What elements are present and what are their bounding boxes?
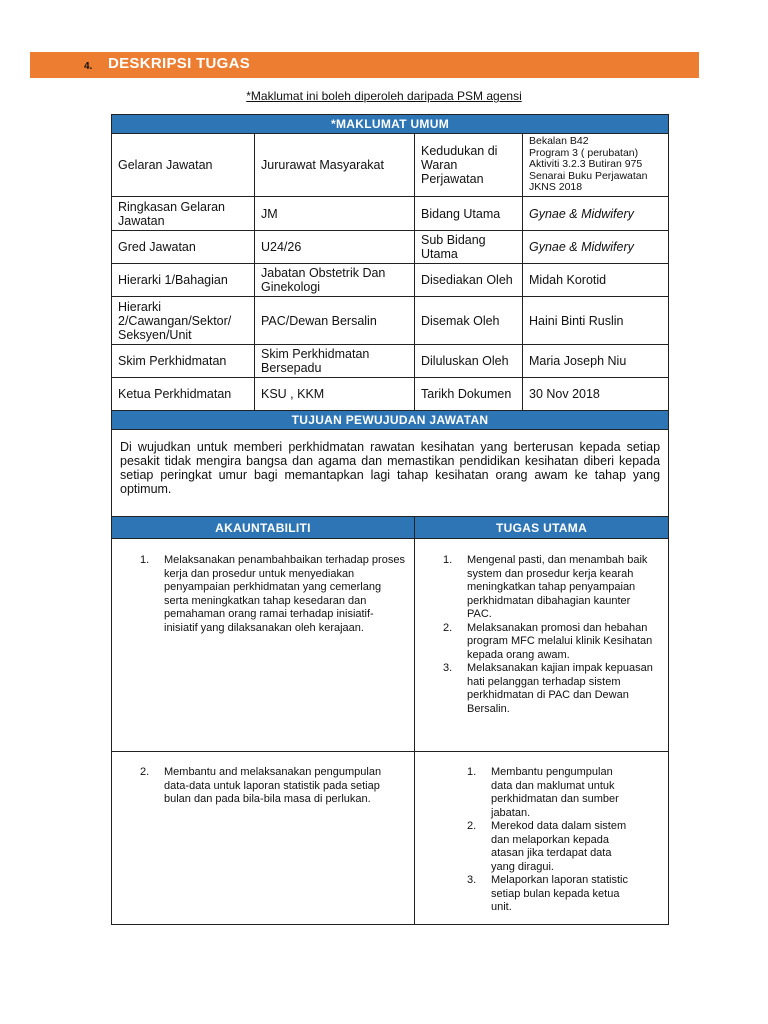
purpose-header: TUJUAN PEWUJUDAN JAWATAN	[112, 411, 669, 430]
warrant-line: Program 3 ( perubatan)	[529, 146, 639, 159]
info-source-note	[0, 89, 768, 103]
list-number: 2.	[443, 621, 453, 634]
list-number: 1.	[443, 554, 453, 566]
task-text: Melaporkan laporan statistic setiap bulan kepada ketua unit.	[491, 874, 628, 913]
label-cell: Kedudukan di Waran Perjawatan	[415, 134, 523, 197]
tasks-cell	[415, 539, 669, 752]
list-item	[443, 662, 658, 716]
table-row	[112, 134, 669, 197]
main-tasks-header: TUGAS UTAMA	[415, 517, 669, 539]
label-cell: Hierarki 2/Cawangan/Sektor/ Seksyen/Unit	[112, 297, 255, 345]
tasks-cell	[415, 752, 669, 925]
label-cell: Tarikh Dokumen	[415, 378, 523, 411]
warrant-line: Bekalan B42	[529, 135, 589, 148]
value-cell: 30 Nov 2018	[523, 378, 669, 411]
task-text: Melaksanakan kajian impak kepuasan hati pelanggan terhadap sistem perkhidmatan di PAC dan Dewan Bersalin.	[467, 662, 653, 715]
job-description-table	[111, 114, 669, 925]
note-text: *Maklumat ini boleh diperoleh daripada PSM agensi	[246, 89, 522, 103]
label-cell: Skim Perkhidmatan	[112, 345, 255, 378]
value-cell: Midah Korotid	[523, 264, 669, 297]
table-row	[112, 378, 669, 411]
warrant-line: Senarai Buku Perjawatan	[529, 169, 648, 182]
value-cell: Jururawat Masyarakat	[255, 134, 415, 197]
warrant-position-cell	[523, 134, 669, 197]
value-cell: JM	[255, 197, 415, 231]
section-title: DESKRIPSI TUGAS	[108, 55, 251, 72]
value-cell: Gynae & Midwifery	[523, 231, 669, 264]
value-cell: Haini Binti Ruslin	[523, 297, 669, 345]
duty-block-row	[112, 752, 669, 925]
value-cell: Maria Joseph Niu	[523, 345, 669, 378]
task-text: Membantu pengumpulan data dan maklumat untuk perkhidmatan dan sumber jabatan.	[491, 766, 619, 819]
list-item	[443, 622, 658, 663]
list-number: 2.	[140, 766, 150, 778]
list-number: 1.	[140, 554, 150, 566]
label-cell: Ringkasan Gelaran Jawatan	[112, 197, 255, 231]
label-cell: Ketua Perkhidmatan	[112, 378, 255, 411]
label-cell: Gred Jawatan	[112, 231, 255, 264]
list-number: 1.	[467, 766, 477, 778]
label-cell: Bidang Utama	[415, 197, 523, 231]
purpose-text: Di wujudkan untuk memberi perkhidmatan rawatan kesihatan yang berterusan kepada setiap pesakit tidak mengira bangsa dan agama dan memastikan pendidikan kesihatan diberi kepada setiap peringkat umur bagi memantapkan lagi tahap kesihatan orang awam ke tahap yang optimum.	[112, 430, 669, 517]
accountability-text: Melaksanakan penambahbaikan terhadap proses kerja dan prosedur untuk menyediakan penyampaian perkhidmatan yang cemerlang serta meningkatkan tahap kesedaran dan pemahaman orang ramai terhadap inisiatif-inisiatif yang dilaksanakan oleh kerajaan.	[164, 554, 405, 634]
label-cell: Hierarki 1/Bahagian	[112, 264, 255, 297]
accountability-cell	[112, 539, 415, 752]
list-number: 3.	[443, 662, 453, 674]
list-number: 3.	[467, 874, 477, 886]
accountability-header: AKAUNTABILITI	[112, 517, 415, 539]
label-cell: Sub Bidang Utama	[415, 231, 523, 264]
list-item	[140, 766, 406, 807]
table-row	[112, 197, 669, 231]
accountability-text: Membantu and melaksanakan pengumpulan data-data untuk laporan statistik pada setiap bulan dan pada bila-bila masa di perlukan.	[164, 766, 382, 805]
section-number: 4.	[84, 61, 93, 72]
list-item	[467, 820, 628, 874]
task-text: Mengenal pasti, dan menambah baik system dan prosedur kerja kearah meningkatkan tahap penyampaian perkhidmatan dibahagian kaunter PAC.	[467, 554, 648, 620]
list-item	[467, 766, 628, 820]
list-item	[467, 874, 628, 915]
task-text: Melaksanakan promosi dan hebahan program MFC melalui klinik Kesihatan kepada orang awam.	[467, 621, 653, 661]
table-row	[112, 297, 669, 345]
table-row	[112, 231, 669, 264]
warrant-line: Aktiviti 3.2.3 Butiran 975	[529, 158, 643, 171]
list-number: 2.	[467, 820, 477, 832]
value-cell: Gynae & Midwifery	[523, 197, 669, 231]
label-cell: Diluluskan Oleh	[415, 345, 523, 378]
list-item	[443, 554, 658, 622]
label-cell: Gelaran Jawatan	[112, 134, 255, 197]
value-cell: PAC/Dewan Bersalin	[255, 297, 415, 345]
value-cell: U24/26	[255, 231, 415, 264]
value-cell: Skim Perkhidmatan Bersepadu	[255, 345, 415, 378]
value-cell: KSU , KKM	[255, 378, 415, 411]
section-header-bar	[30, 52, 699, 78]
duty-block-row	[112, 539, 669, 752]
warrant-line: JKNS 2018	[529, 181, 583, 194]
value-cell: Jabatan Obstetrik Dan Ginekologi	[255, 264, 415, 297]
label-cell: Disediakan Oleh	[415, 264, 523, 297]
general-info-header: *MAKLUMAT UMUM	[112, 115, 669, 134]
list-item	[140, 554, 406, 635]
task-text: Merekod data dalam sistem dan melaporkan kepada atasan jika terdapat data yang diragui.	[491, 820, 627, 873]
table-row	[112, 345, 669, 378]
accountability-cell	[112, 752, 415, 925]
label-cell: Disemak Oleh	[415, 297, 523, 345]
table-row	[112, 264, 669, 297]
